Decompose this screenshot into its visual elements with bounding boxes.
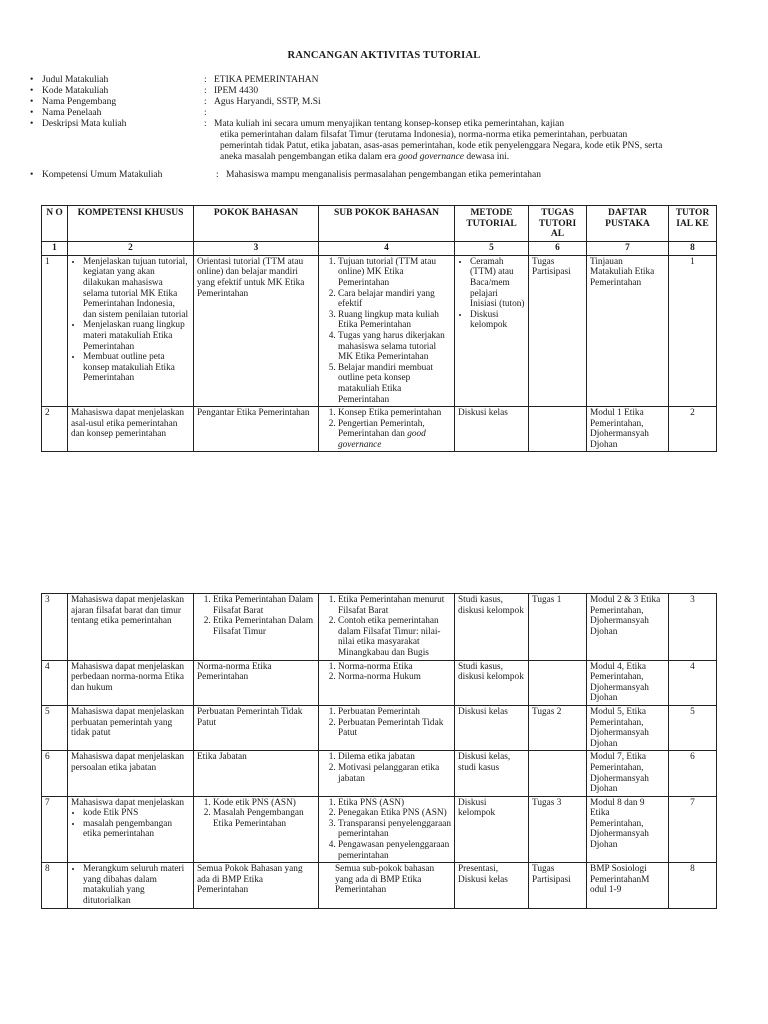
desc-line (214, 152, 509, 162)
cell-tutorial-ke: 5 (669, 705, 717, 750)
info-label: Judul Matakuliah (42, 75, 109, 85)
info-value (214, 119, 740, 163)
list-item (338, 419, 451, 451)
list-item: 1. Tujuan tutorial (TTM atau online) MK Etika Pemerintahan (338, 257, 451, 289)
table-row (42, 407, 717, 452)
col-number: 5 (455, 241, 529, 255)
table-row (42, 594, 717, 661)
cell-kompetensi (68, 863, 194, 908)
column-number-row (42, 241, 717, 255)
cell-tutorial-ke: 7 (669, 796, 717, 863)
cell-pokok: Orientasi tutorial (TTM atau online) dan belajar mandiri yang efektif untuk MK Etika Pemerintahan (194, 255, 319, 406)
col-number: 8 (669, 241, 717, 255)
info-penelaah (30, 108, 740, 119)
cell-tugas: Tugas 2 (529, 705, 587, 750)
desc-text: dewasa ini. (464, 152, 510, 162)
cell-tutorial-ke: 1 (669, 255, 717, 406)
col-number: 3 (194, 241, 319, 255)
tutorial-table-part1 (41, 205, 717, 452)
info-deskripsi (30, 119, 740, 163)
cell-tugas: Tugas 3 (529, 796, 587, 863)
list-item: 2. Masalah Pengembangan Etika Pemerintahan (213, 808, 315, 829)
list-item: 1. Kode etik PNS (ASN) (213, 798, 315, 809)
cell-tutorial-ke: 3 (669, 594, 717, 661)
list-item: • Ceramah (TTM) atau Baca/mem pelajari Inisiasi (tuton) (470, 257, 525, 310)
cell-tugas (529, 751, 587, 796)
list-item: • Menjelaskan tujuan tutorial, kegiatan yang akan dilakukan mahasiswa selama tutorial MK Etika Pemerintahan Indonesia, dan sistem penilaian tutorial (83, 257, 190, 321)
info-kompetensi (30, 170, 740, 181)
list-item: 4. Pengawasan penyelenggaraan pemerintahan (338, 840, 451, 861)
info-label: Deskripsi Mata kuliah (42, 119, 127, 129)
cell-pustaka: Tinjauan Matakuliah Etika Pemerintahan (587, 255, 669, 406)
info-label: Nama Pengembang (42, 97, 117, 107)
table-row (42, 863, 717, 908)
col-number: 6 (529, 241, 587, 255)
cell-no: 3 (42, 594, 68, 661)
cell-pustaka: BMP Sosiologi PemerintahanM odul 1-9 (587, 863, 669, 908)
header-row (42, 206, 717, 242)
table-row (42, 796, 717, 863)
info-colon: : (204, 86, 207, 96)
info-colon: : (204, 119, 207, 129)
info-colon: : (204, 108, 207, 118)
list-item: • Menjelaskan ruang lingkup materi matakuliah Etika Pemerintahan (83, 320, 190, 352)
header-pokok: POKOK BAHASAN (194, 206, 319, 242)
cell-metode (455, 255, 529, 406)
cell-no: 5 (42, 705, 68, 750)
tutorial-table-part2 (41, 593, 717, 909)
list-item: 2. Penegakan Etika PNS (ASN) (338, 808, 451, 819)
table-row (42, 255, 717, 406)
cell-tugas: Tugas Partisipasi (529, 863, 587, 908)
cell-no: 8 (42, 863, 68, 908)
course-info (30, 75, 740, 181)
cell-pustaka: Modul 2 & 3 Etika Pemerintahan, Djohermansyah Djohan (587, 594, 669, 661)
header-pustaka: DAFTAR PUSTAKA (587, 206, 669, 242)
table-row (42, 705, 717, 750)
bullet-icon: • (30, 170, 34, 180)
cell-sub (319, 407, 455, 452)
cell-tugas: Tugas Partisipasi (529, 255, 587, 406)
desc-text: aneka masalah pengembangan etika dalam era (220, 152, 399, 162)
cell-sub (319, 594, 455, 661)
cell-pokok: Perbuatan Pemerintah Tidak Patut (194, 705, 319, 750)
list-item: 3. Transparansi penyelenggaraan pemerintahan (338, 819, 451, 840)
list-item: 2. Contoh etika pemerintahan dalam Filsafat Timur: nilai-nilai etika masyarakat Minangkabau dan Bugis (338, 616, 451, 658)
info-label: Kompetensi Umum Matakuliah (42, 170, 163, 180)
list-item: 1. Etika Pemerintahan menurut Filsafat Barat (338, 595, 451, 616)
info-label: Kode Matakuliah (42, 86, 109, 96)
document-title: RANCANGAN AKTIVITAS TUTORIAL (287, 50, 481, 61)
bullet-icon: • (30, 75, 34, 85)
cell-sub (319, 255, 455, 406)
table-row (42, 660, 717, 705)
header-no: N O (42, 206, 68, 242)
list-item: 1. Etika PNS (ASN) (338, 798, 451, 809)
cell-tugas: Tugas 1 (529, 594, 587, 661)
cell-no: 7 (42, 796, 68, 863)
cell-tugas (529, 407, 587, 452)
cell-kompetensi: Mahasiswa dapat menjelaskan persoalan etika jabatan (68, 751, 194, 796)
info-value: Agus Haryandi, SSTP, M.Si (214, 97, 321, 107)
desc-line: etika pemerintahan dalam filsafat Timur (terutama Indonesia), norma-norma etika pemerintahan, perbuatan (220, 130, 628, 140)
list-item: • Diskusi kelompok (470, 310, 525, 331)
cell-metode: Diskusi kelas, studi kasus (455, 751, 529, 796)
col-number: 7 (587, 241, 669, 255)
cell-metode: Presentasi, Diskusi kelas (455, 863, 529, 908)
header-tutorial: TUTOR IAL KE (669, 206, 717, 242)
cell-pokok: Semua Pokok Bahasan yang ada di BMP Etika Pemerintahan (194, 863, 319, 908)
sub-italic: good governance (338, 429, 426, 450)
cell-metode: Studi kasus, diskusi kelompok (455, 594, 529, 661)
list-item: 1. Dilema etika jabatan (338, 752, 451, 763)
cell-no: 1 (42, 255, 68, 406)
info-colon: : (204, 97, 207, 107)
bullet-icon: • (30, 119, 34, 129)
list-item: 4. Tugas yang harus dikerjakan mahasiswa selama tutorial MK Etika Pemerintahan (338, 331, 451, 363)
cell-kompetensi: Mahasiswa dapat menjelaskan ajaran filsafat barat dan timur tentang etika pemerintahan (68, 594, 194, 661)
cell-tutorial-ke: 8 (669, 863, 717, 908)
list-item: • Merangkum seluruh materi yang dibahas dalam matakuliah yang ditutorialkan (83, 864, 190, 906)
cell-pustaka: Modul 4, Etika Pemerintahan, Djohermansyah Djohan (587, 660, 669, 705)
list-item: • Membuat outline peta konsep matakuliah Etika Pemerintahan (83, 352, 190, 384)
cell-pokok: Norma-norma Etika Pemerintahan (194, 660, 319, 705)
cell-tugas (529, 660, 587, 705)
cell-metode: Studi kasus, diskusi kelompok (455, 660, 529, 705)
list-item: 5. Belajar mandiri membuat outline peta konsep matakuliah Etika Pemerintahan (338, 363, 451, 405)
cell-sub (319, 705, 455, 750)
list-item: 2. Motivasi pelanggaran etika jabatan (338, 763, 451, 784)
info-value: Mahasiswa mampu menganalisis permasalahan pengembangan etika pemerintahan (226, 170, 541, 180)
cell-pustaka: Modul 5, Etika Pemerintahan, Djohermansyah Djohan (587, 705, 669, 750)
cell-metode: Diskusi kelas (455, 407, 529, 452)
info-pengembang (30, 97, 740, 108)
list-item: 1. Konsep Etika pemerintahan (338, 408, 451, 419)
list-item: 2. Perbuatan Pemerintah Tidak Patut (338, 718, 451, 739)
info-value (214, 108, 740, 119)
cell-kompetensi: Mahasiswa dapat menjelaskan perbuatan pemerintah yang tidak patut (68, 705, 194, 750)
cell-pustaka: Modul 8 dan 9 Etika Pemerintahan, Djohermansyah Djohan (587, 796, 669, 863)
cell-metode: Diskusi kelompok (455, 796, 529, 863)
cell-pustaka: Modul 1 Etika Pemerintahan, Djohermansyah Djohan (587, 407, 669, 452)
sub-text: Pengertian Pemerintah, Pemerintahan dan (338, 418, 425, 440)
col-number: 2 (68, 241, 194, 255)
desc-line: pemerintah tidak Patut, etika jabatan, asas-asas pemerintahan, kode etik penyelenggara Negara, kode etik PNS, serta (220, 141, 663, 151)
info-judul (30, 75, 740, 86)
info-colon: : (216, 170, 219, 180)
list-item: 2. Norma-norma Hukum (338, 672, 451, 683)
cell-no: 6 (42, 751, 68, 796)
list-item: • kode Etik PNS (83, 808, 190, 819)
cell-tutorial-ke: 6 (669, 751, 717, 796)
cell-pokok: Etika Jabatan (194, 751, 319, 796)
list-item: 2. Cara belajar mandiri yang efektif (338, 289, 451, 310)
cell-pokok: Pengantar Etika Pemerintahan (194, 407, 319, 452)
info-value: ETIKA PEMERINTAHAN (214, 75, 319, 85)
cell-tutorial-ke: 4 (669, 660, 717, 705)
cell-pokok (194, 594, 319, 661)
info-value: IPEM 4430 (214, 86, 259, 96)
cell-kompetensi: Mahasiswa dapat menjelaskan perbedaan norma-norma Etika dan hukum (68, 660, 194, 705)
cell-sub: Semua sub-pokok bahasan yang ada di BMP Etika Pemerintahan (319, 863, 455, 908)
cell-no: 4 (42, 660, 68, 705)
list-item: 1. Perbuatan Pemerintah (338, 707, 451, 718)
cell-no: 2 (42, 407, 68, 452)
info-kode (30, 86, 740, 97)
cell-tutorial-ke: 2 (669, 407, 717, 452)
cell-kompetensi (68, 796, 194, 863)
bullet-icon: • (30, 97, 34, 107)
col-number: 1 (42, 241, 68, 255)
desc-line: Mata kuliah ini secara umum menyajikan tentang konsep-konsep etika pemerintahan, kajian (214, 119, 565, 129)
list-item: 2. Etika Pemerintahan Dalam Filsafat Timur (213, 616, 315, 637)
bullet-icon: • (30, 86, 34, 96)
cell-metode: Diskusi kelas (455, 705, 529, 750)
desc-italic: good governance (398, 152, 465, 162)
info-colon: : (204, 75, 207, 85)
cell-pokok (194, 796, 319, 863)
list-item: 3. Ruang lingkup mata kuliah Etika Pemerintahan (338, 310, 451, 331)
header-kompetensi: KOMPETENSI KHUSUS (68, 206, 194, 242)
list-item: 1. Etika Pemerintahan Dalam Filsafat Barat (213, 595, 315, 616)
list-item: 1. Norma-norma Etika (338, 662, 451, 673)
info-label: Nama Penelaah (42, 108, 102, 118)
header-tugas: TUGAS TUTORI AL (529, 206, 587, 242)
header-sub: SUB POKOK BAHASAN (319, 206, 455, 242)
cell-kompetensi: Mahasiswa dapat menjelaskan asal-usul etika pemerintahan dan konsep pemerintahan (68, 407, 194, 452)
cell-sub (319, 660, 455, 705)
bullet-icon: • (30, 108, 34, 118)
kompetensi-intro: Mahasiswa dapat menjelaskan (71, 797, 185, 808)
col-number: 4 (319, 241, 455, 255)
cell-sub (319, 796, 455, 863)
cell-sub (319, 751, 455, 796)
cell-kompetensi (68, 255, 194, 406)
table-row (42, 751, 717, 796)
list-item: • masalah pengembangan etika pemerintahan (83, 819, 190, 840)
cell-pustaka: Modul 7, Etika Pemerintahan, Djohermansyah Djohan (587, 751, 669, 796)
header-metode: METODE TUTORIAL (455, 206, 529, 242)
